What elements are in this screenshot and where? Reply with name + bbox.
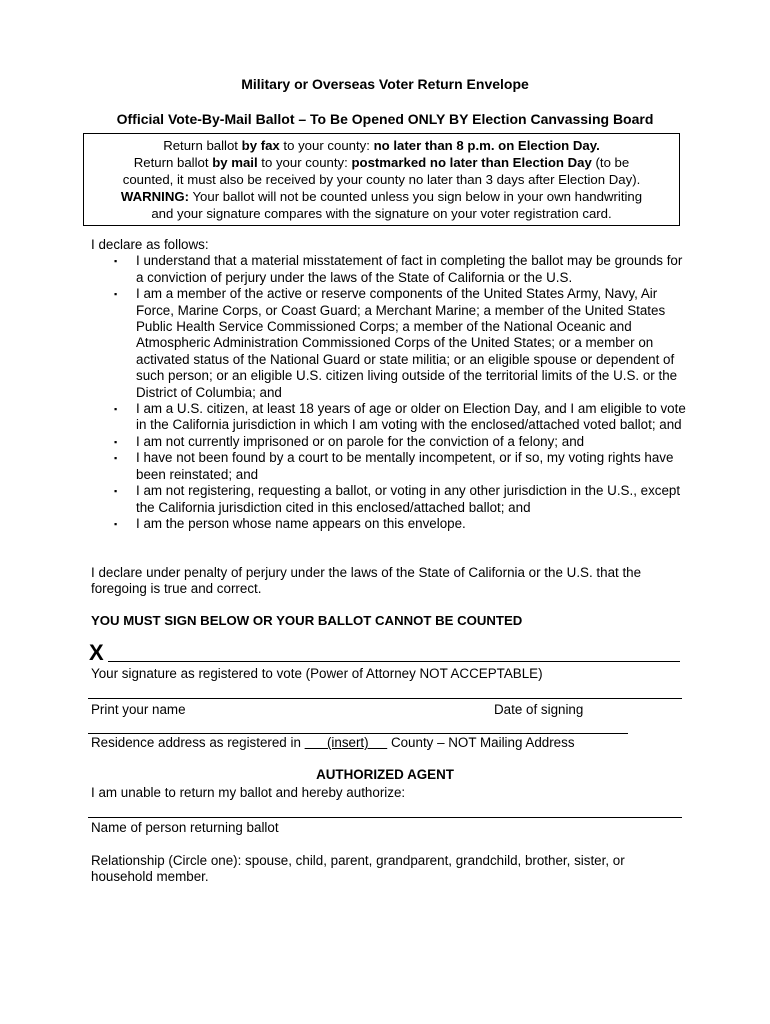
must-sign-warning: YOU MUST SIGN BELOW OR YOUR BALLOT CANNOT BE COUNTED (91, 613, 523, 628)
warning-text: WARNING: Your ballot will not be counted unless you sign below in your own handwriting (120, 189, 643, 204)
returner-name-label: Name of person returning ballot (91, 820, 279, 835)
mail-instruction: Return ballot by mail to your county: postmarked no later than Election Day (to be (133, 155, 630, 170)
date-of-signing-label: Date of signing (494, 702, 584, 717)
declaration-item: ▪ I understand that a material misstatement of fact in completing the ballot may be grounds for a conviction of perjury under the laws of the State of California or the U.S. (114, 253, 683, 285)
authorized-agent-heading: AUTHORIZED AGENT (316, 767, 454, 782)
signature-label: Your signature as registered to vote (Power of Attorney NOT ACCEPTABLE) (91, 666, 543, 681)
signature-line[interactable] (108, 661, 680, 662)
page-title: Military or Overseas Voter Return Envelope (241, 76, 529, 92)
county-insert-field: (insert) (304, 735, 388, 750)
residence-address-line[interactable] (88, 733, 628, 734)
warning-text-line2: and your signature compares with the signature on your voter registration card. (151, 206, 612, 221)
returner-name-line[interactable] (88, 817, 682, 818)
declaration-item: ▪ I am not currently imprisoned or on parole for the conviction of a felony; and (114, 433, 585, 449)
page-subtitle: Official Vote-By-Mail Ballot – To Be Opened ONLY BY Election Canvassing Board (116, 111, 654, 127)
bullet-icon: ▪ (114, 256, 118, 267)
print-name-line[interactable] (88, 698, 682, 699)
declaration-item: ▪ I have not been found by a court to be mentally incompetent, or if so, my voting rights have been reinstated; and (114, 450, 674, 482)
print-name-label: Print your name (91, 702, 186, 717)
declaration-intro: I declare as follows: (91, 237, 209, 252)
perjury-statement: I declare under penalty of perjury under the laws of the State of California or the U.S. that the foregoing is true and correct. (91, 565, 642, 597)
relationship-options: Relationship (Circle one): spouse, child, parent, grandparent, grandchild, brother, sister, or household member. (91, 853, 625, 885)
declaration-item: ▪ I am not registering, requesting a ballot, or voting in any other jurisdiction in the U.S., except the California jurisdiction cited in this enclosed/attached ballot; and (114, 483, 681, 515)
residence-address-label: Residence address as registered in (insert) County – NOT Mailing Address (91, 735, 575, 750)
bullet-icon: ▪ (114, 518, 118, 529)
bullet-icon: ▪ (114, 453, 118, 464)
bullet-icon: ▪ (114, 289, 118, 300)
declaration-list (91, 253, 691, 532)
declaration-section (91, 237, 691, 532)
declaration-item: ▪ I am a U.S. citizen, at least 18 years of age or older on Election Day, and I am eligible to vote in the California jurisdiction in which I am voting with the enclosed/attached voted ballot; and (114, 401, 686, 433)
return-instructions-box (83, 133, 680, 226)
bullet-icon: ▪ (114, 436, 118, 447)
declaration-item: ▪ I am the person whose name appears on this envelope. (114, 515, 466, 531)
mail-instruction-line2: counted, it must also be received by your county no later than 3 days after Election Day). (122, 172, 641, 187)
bullet-icon: ▪ (114, 486, 118, 497)
signature-x-mark: X (89, 640, 104, 665)
fax-instruction: Return ballot by fax to your county: no later than 8 p.m. on Election Day. (163, 138, 600, 153)
bullet-icon: ▪ (114, 404, 118, 415)
authorized-agent-text: I am unable to return my ballot and hereby authorize: (91, 785, 406, 800)
declaration-item: ▪ I am a member of the active or reserve components of the United States Army, Navy, Air Force, Marine Corps, or Coast Guard; a Merchant Marine; a member of the United States Public Health Service Commissioned Corps; a member of the National Oceanic and Atmospheric Administration Commissioned Corps of the United States; or a member on activated status of the National Guard or state militia; or an eligible spouse or dependent of such person; or an eligible U.S. citizen living outside of the territorial limits of the U.S. or the District of Columbia; and (114, 286, 678, 400)
